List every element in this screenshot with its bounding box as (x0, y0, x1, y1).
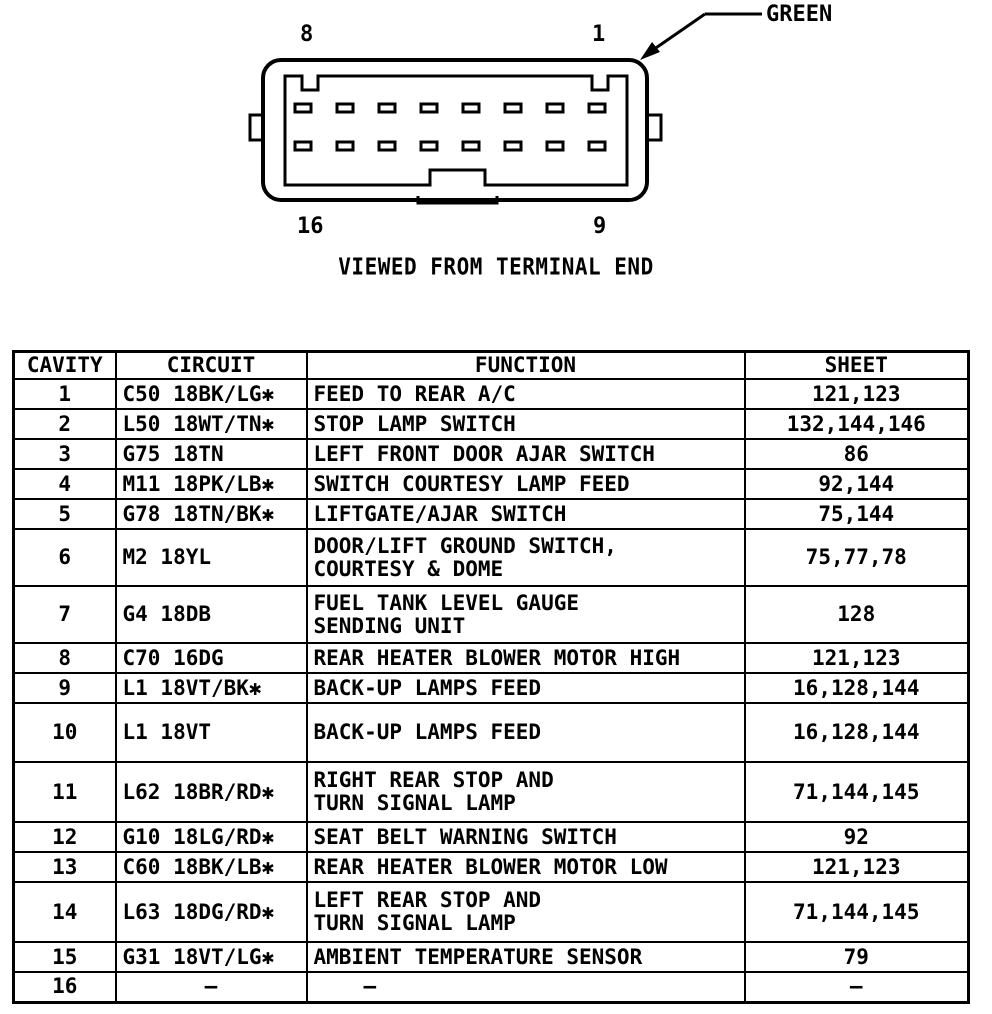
cavity-cell: 14 (14, 882, 116, 942)
pin-label-8: 8 (300, 22, 314, 47)
table-row (14, 499, 969, 529)
header-cavity: CAVITY (14, 352, 116, 380)
header-sheet: SHEET (745, 352, 969, 380)
circuit-cell: G10 18LG/RD✱ (116, 822, 307, 852)
circuit-cell: M2 18YL (116, 529, 307, 586)
cavity-cell: 7 (14, 586, 116, 643)
function-line: DOOR/LIFT GROUND SWITCH, (313, 533, 617, 558)
function-line: REAR HEATER BLOWER MOTOR HIGH (313, 645, 681, 670)
circuit-cell: C60 18BK/LB✱ (116, 852, 307, 882)
terminal-slot (337, 104, 353, 112)
sheet-cell: 75,77,78 (745, 529, 969, 586)
cavity-cell: 1 (14, 379, 116, 409)
terminal-slot (295, 142, 311, 150)
header-circuit: CIRCUIT (116, 352, 307, 380)
function-line: SENDING UNIT (313, 613, 466, 638)
circuit-cell: L50 18WT/TN✱ (116, 409, 307, 439)
function-line: COURTESY & DOME (313, 556, 504, 581)
terminal-slot (463, 142, 479, 150)
table-header-row (14, 352, 969, 380)
function-line: LEFT REAR STOP AND (313, 888, 542, 912)
function-line: BACK-UP LAMPS FEED (313, 720, 542, 744)
table-row (14, 529, 969, 586)
sheet-cell: 79 (745, 942, 969, 972)
circuit-cell: G4 18DB (116, 586, 307, 643)
sheet-cell: 16,128,144 (745, 673, 969, 703)
sheet-cell: 71,144,145 (745, 882, 969, 942)
circuit-cell: G78 18TN/BK✱ (116, 499, 307, 529)
table-row (14, 703, 969, 762)
connector-right-tab (647, 115, 661, 140)
green-arrow-line (650, 14, 705, 52)
sheet-cell: — (745, 972, 969, 1002)
function-line: AMBIENT TEMPERATURE SENSOR (313, 944, 643, 969)
sheet-cell: 92 (745, 822, 969, 852)
pin-label-16: 16 (297, 214, 324, 239)
function-line: BACK-UP LAMPS FEED (313, 675, 542, 700)
sheet-cell: 16,128,144 (745, 703, 969, 762)
function-line: FEED TO REAR A/C (313, 381, 516, 406)
circuit-cell: L1 18VT/BK✱ (116, 673, 307, 703)
terminal-slot (589, 104, 605, 112)
table-row (14, 586, 969, 643)
table-row (14, 822, 969, 852)
function-cell (307, 409, 745, 439)
terminal-slot (337, 142, 353, 150)
circuit-cell: G31 18VT/LG✱ (116, 942, 307, 972)
pin-label-1: 1 (592, 22, 606, 47)
table-row (14, 882, 969, 942)
terminal-slot (421, 142, 437, 150)
function-cell (307, 703, 745, 762)
function-cell (307, 586, 745, 643)
table-row (14, 972, 969, 1002)
function-cell (307, 822, 745, 852)
cavity-table (12, 350, 970, 1004)
table-row (14, 379, 969, 409)
terminal-slot (589, 142, 605, 150)
cavity-cell: 9 (14, 673, 116, 703)
connector-inner-body (285, 76, 627, 185)
function-cell (307, 469, 745, 499)
function-line: — (363, 974, 377, 999)
terminal-slot (463, 104, 479, 112)
table-row (14, 439, 969, 469)
cavity-cell: 6 (14, 529, 116, 586)
sheet-cell: 121,123 (745, 643, 969, 673)
function-line: RIGHT REAR STOP AND (313, 768, 554, 792)
function-line: SWITCH COURTESY LAMP FEED (313, 471, 630, 496)
cavity-cell: 15 (14, 942, 116, 972)
cavity-cell: 10 (14, 703, 116, 762)
function-cell (307, 762, 745, 822)
sheet-cell: 71,144,145 (745, 762, 969, 822)
cavity-cell: 8 (14, 643, 116, 673)
function-line: STOP LAMP SWITCH (313, 411, 516, 436)
function-cell (307, 882, 745, 942)
function-cell (307, 673, 745, 703)
function-line: LIFTGATE/AJAR SWITCH (313, 501, 567, 526)
terminal-slot (547, 104, 563, 112)
circuit-cell: L62 18BR/RD✱ (116, 762, 307, 822)
terminal-slot (505, 142, 521, 150)
cavity-cell: 11 (14, 762, 116, 822)
circuit-cell: M11 18PK/LB✱ (116, 469, 307, 499)
circuit-cell: C50 18BK/LG✱ (116, 379, 307, 409)
cavity-cell: 4 (14, 469, 116, 499)
function-cell (307, 852, 745, 882)
function-line: TURN SIGNAL LAMP (313, 911, 516, 935)
green-color-label: GREEN (766, 2, 833, 27)
terminal-slot (379, 142, 395, 150)
function-cell (307, 499, 745, 529)
header-function: FUNCTION (307, 352, 745, 380)
table-row (14, 643, 969, 673)
function-line: FUEL TANK LEVEL GAUGE (313, 590, 580, 615)
function-cell (307, 439, 745, 469)
cavity-cell: 5 (14, 499, 116, 529)
function-cell (307, 972, 745, 1002)
terminal-slot (547, 142, 563, 150)
cavity-cell: 3 (14, 439, 116, 469)
terminal-slot (379, 104, 395, 112)
cavity-cell: 12 (14, 822, 116, 852)
terminal-slot (505, 104, 521, 112)
table-row (14, 852, 969, 882)
circuit-cell: C70 16DG (116, 643, 307, 673)
function-line: TURN SIGNAL LAMP (313, 791, 516, 815)
table-row (14, 762, 969, 822)
table-row (14, 673, 969, 703)
table-row (14, 409, 969, 439)
terminal-slot (295, 104, 311, 112)
cavity-cell: 16 (14, 972, 116, 1002)
function-line: LEFT FRONT DOOR AJAR SWITCH (313, 441, 655, 466)
cavity-cell: 13 (14, 852, 116, 882)
circuit-cell: — (116, 972, 307, 1002)
green-arrow-head (640, 42, 660, 60)
table-row (14, 942, 969, 972)
sheet-cell: 128 (745, 586, 969, 643)
function-cell (307, 643, 745, 673)
pin-label-9: 9 (593, 214, 607, 239)
view-caption: VIEWED FROM TERMINAL END (338, 253, 654, 281)
function-line: SEAT BELT WARNING SWITCH (313, 824, 617, 849)
function-cell (307, 529, 745, 586)
sheet-cell: 75,144 (745, 499, 969, 529)
circuit-cell: G75 18TN (116, 439, 307, 469)
function-cell (307, 379, 745, 409)
cavity-cell: 2 (14, 409, 116, 439)
sheet-cell: 121,123 (745, 379, 969, 409)
terminal-slot (421, 104, 437, 112)
function-line: REAR HEATER BLOWER MOTOR LOW (313, 854, 668, 879)
sheet-cell: 86 (745, 439, 969, 469)
sheet-cell: 92,144 (745, 469, 969, 499)
sheet-cell: 132,144,146 (745, 409, 969, 439)
circuit-cell: L63 18DG/RD✱ (116, 882, 307, 942)
circuit-cell: L1 18VT (116, 703, 307, 762)
table-row (14, 469, 969, 499)
function-cell (307, 942, 745, 972)
sheet-cell: 121,123 (745, 852, 969, 882)
